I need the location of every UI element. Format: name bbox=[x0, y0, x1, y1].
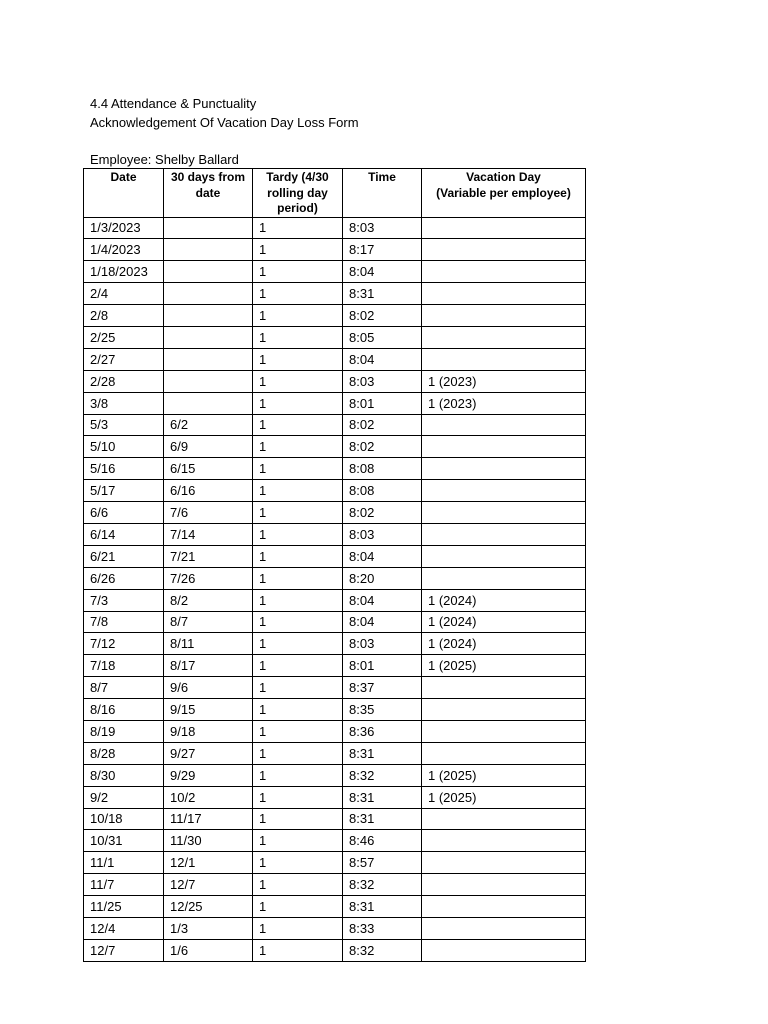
table-row bbox=[84, 655, 586, 677]
tardy-log-table bbox=[83, 168, 586, 962]
cell-tardy: 1 bbox=[253, 852, 343, 874]
cell-tardy: 1 bbox=[253, 720, 343, 742]
table-row bbox=[84, 699, 586, 721]
table-row bbox=[84, 414, 586, 436]
cell-tardy: 1 bbox=[253, 414, 343, 436]
table-row bbox=[84, 458, 586, 480]
table-row bbox=[84, 545, 586, 567]
header-thirty-days: 30 days from date bbox=[164, 169, 253, 218]
cell-date: 2/27 bbox=[84, 348, 164, 370]
cell-thirty-days bbox=[164, 261, 253, 283]
header-time: Time bbox=[343, 169, 422, 218]
cell-vacation-day bbox=[422, 502, 586, 524]
cell-date: 3/8 bbox=[84, 392, 164, 414]
cell-date: 8/7 bbox=[84, 677, 164, 699]
cell-date: 12/7 bbox=[84, 939, 164, 961]
cell-tardy: 1 bbox=[253, 589, 343, 611]
table-row bbox=[84, 480, 586, 502]
cell-date: 10/18 bbox=[84, 808, 164, 830]
cell-thirty-days bbox=[164, 348, 253, 370]
table-row bbox=[84, 677, 586, 699]
cell-tardy: 1 bbox=[253, 458, 343, 480]
cell-date: 1/4/2023 bbox=[84, 239, 164, 261]
cell-date: 7/3 bbox=[84, 589, 164, 611]
cell-time: 8:03 bbox=[343, 523, 422, 545]
cell-vacation-day bbox=[422, 808, 586, 830]
cell-vacation-day bbox=[422, 742, 586, 764]
cell-vacation-day bbox=[422, 217, 586, 239]
cell-date: 8/19 bbox=[84, 720, 164, 742]
cell-tardy: 1 bbox=[253, 239, 343, 261]
cell-tardy: 1 bbox=[253, 326, 343, 348]
cell-thirty-days: 6/2 bbox=[164, 414, 253, 436]
cell-thirty-days: 7/6 bbox=[164, 502, 253, 524]
cell-thirty-days: 7/21 bbox=[164, 545, 253, 567]
cell-date: 5/3 bbox=[84, 414, 164, 436]
cell-date: 7/12 bbox=[84, 633, 164, 655]
heading-block bbox=[90, 94, 359, 132]
header-vacation-day bbox=[422, 169, 586, 218]
cell-vacation-day bbox=[422, 523, 586, 545]
cell-thirty-days: 9/29 bbox=[164, 764, 253, 786]
cell-date: 1/3/2023 bbox=[84, 217, 164, 239]
cell-vacation-day bbox=[422, 436, 586, 458]
table-row bbox=[84, 436, 586, 458]
cell-time: 8:31 bbox=[343, 808, 422, 830]
table-row bbox=[84, 217, 586, 239]
cell-thirty-days: 7/26 bbox=[164, 567, 253, 589]
cell-thirty-days bbox=[164, 392, 253, 414]
cell-time: 8:03 bbox=[343, 370, 422, 392]
cell-thirty-days: 6/15 bbox=[164, 458, 253, 480]
cell-thirty-days bbox=[164, 283, 253, 305]
cell-tardy: 1 bbox=[253, 348, 343, 370]
cell-vacation-day: 1 (2024) bbox=[422, 633, 586, 655]
cell-time: 8:08 bbox=[343, 480, 422, 502]
cell-thirty-days: 1/6 bbox=[164, 939, 253, 961]
cell-date: 11/1 bbox=[84, 852, 164, 874]
cell-thirty-days: 12/25 bbox=[164, 896, 253, 918]
cell-vacation-day: 1 (2025) bbox=[422, 655, 586, 677]
cell-thirty-days: 11/30 bbox=[164, 830, 253, 852]
table-header-row bbox=[84, 169, 586, 218]
table-row bbox=[84, 261, 586, 283]
cell-vacation-day bbox=[422, 480, 586, 502]
table-row bbox=[84, 720, 586, 742]
table-row bbox=[84, 742, 586, 764]
cell-date: 2/4 bbox=[84, 283, 164, 305]
cell-tardy: 1 bbox=[253, 370, 343, 392]
table-row bbox=[84, 239, 586, 261]
cell-time: 8:31 bbox=[343, 283, 422, 305]
cell-tardy: 1 bbox=[253, 436, 343, 458]
cell-tardy: 1 bbox=[253, 611, 343, 633]
cell-date: 7/18 bbox=[84, 655, 164, 677]
cell-time: 8:03 bbox=[343, 633, 422, 655]
table-row bbox=[84, 611, 586, 633]
cell-tardy: 1 bbox=[253, 502, 343, 524]
header-vacation-day-title: Vacation Day bbox=[466, 170, 541, 184]
table-row bbox=[84, 326, 586, 348]
cell-time: 8:04 bbox=[343, 261, 422, 283]
header-vacation-day-note: (Variable per employee) bbox=[436, 185, 571, 200]
table-row bbox=[84, 808, 586, 830]
table-row bbox=[84, 633, 586, 655]
cell-tardy: 1 bbox=[253, 283, 343, 305]
cell-date: 8/16 bbox=[84, 699, 164, 721]
table-row bbox=[84, 502, 586, 524]
cell-vacation-day bbox=[422, 348, 586, 370]
table-row bbox=[84, 392, 586, 414]
cell-time: 8:08 bbox=[343, 458, 422, 480]
table-row bbox=[84, 786, 586, 808]
cell-thirty-days bbox=[164, 370, 253, 392]
cell-time: 8:17 bbox=[343, 239, 422, 261]
cell-thirty-days: 8/7 bbox=[164, 611, 253, 633]
table-row bbox=[84, 830, 586, 852]
form-title: Acknowledgement Of Vacation Day Loss Form bbox=[90, 115, 359, 130]
cell-vacation-day bbox=[422, 261, 586, 283]
cell-vacation-day bbox=[422, 939, 586, 961]
cell-vacation-day bbox=[422, 699, 586, 721]
cell-thirty-days: 1/3 bbox=[164, 918, 253, 940]
cell-tardy: 1 bbox=[253, 567, 343, 589]
cell-thirty-days: 6/16 bbox=[164, 480, 253, 502]
cell-time: 8:05 bbox=[343, 326, 422, 348]
cell-tardy: 1 bbox=[253, 261, 343, 283]
cell-vacation-day: 1 (2024) bbox=[422, 589, 586, 611]
cell-vacation-day bbox=[422, 830, 586, 852]
cell-time: 8:01 bbox=[343, 392, 422, 414]
cell-vacation-day bbox=[422, 896, 586, 918]
cell-vacation-day bbox=[422, 677, 586, 699]
cell-vacation-day bbox=[422, 852, 586, 874]
cell-time: 8:32 bbox=[343, 764, 422, 786]
cell-date: 2/28 bbox=[84, 370, 164, 392]
header-tardy: Tardy (4/30 rolling day period) bbox=[253, 169, 343, 218]
cell-date: 8/30 bbox=[84, 764, 164, 786]
cell-tardy: 1 bbox=[253, 480, 343, 502]
cell-thirty-days: 9/15 bbox=[164, 699, 253, 721]
cell-tardy: 1 bbox=[253, 742, 343, 764]
table-row bbox=[84, 370, 586, 392]
table-row bbox=[84, 283, 586, 305]
cell-thirty-days bbox=[164, 326, 253, 348]
cell-tardy: 1 bbox=[253, 305, 343, 327]
cell-vacation-day: 1 (2025) bbox=[422, 764, 586, 786]
cell-date: 6/14 bbox=[84, 523, 164, 545]
cell-date: 5/16 bbox=[84, 458, 164, 480]
table-body bbox=[84, 217, 586, 961]
cell-tardy: 1 bbox=[253, 874, 343, 896]
cell-time: 8:03 bbox=[343, 217, 422, 239]
cell-vacation-day bbox=[422, 239, 586, 261]
cell-date: 6/6 bbox=[84, 502, 164, 524]
employee-label: Employee: Shelby Ballard bbox=[90, 152, 239, 167]
section-title: 4.4 Attendance & Punctuality bbox=[90, 96, 257, 111]
cell-time: 8:04 bbox=[343, 611, 422, 633]
cell-date: 11/7 bbox=[84, 874, 164, 896]
cell-vacation-day bbox=[422, 283, 586, 305]
table-row bbox=[84, 305, 586, 327]
cell-thirty-days: 8/17 bbox=[164, 655, 253, 677]
cell-vacation-day bbox=[422, 458, 586, 480]
cell-vacation-day bbox=[422, 874, 586, 896]
cell-tardy: 1 bbox=[253, 939, 343, 961]
table-row bbox=[84, 874, 586, 896]
cell-time: 8:31 bbox=[343, 742, 422, 764]
cell-tardy: 1 bbox=[253, 217, 343, 239]
cell-tardy: 1 bbox=[253, 633, 343, 655]
cell-tardy: 1 bbox=[253, 808, 343, 830]
cell-date: 5/10 bbox=[84, 436, 164, 458]
cell-vacation-day bbox=[422, 326, 586, 348]
cell-date: 5/17 bbox=[84, 480, 164, 502]
cell-date: 6/21 bbox=[84, 545, 164, 567]
cell-vacation-day bbox=[422, 414, 586, 436]
cell-time: 8:04 bbox=[343, 545, 422, 567]
cell-date: 7/8 bbox=[84, 611, 164, 633]
cell-time: 8:36 bbox=[343, 720, 422, 742]
cell-time: 8:01 bbox=[343, 655, 422, 677]
cell-time: 8:33 bbox=[343, 918, 422, 940]
cell-time: 8:35 bbox=[343, 699, 422, 721]
cell-thirty-days: 11/17 bbox=[164, 808, 253, 830]
cell-vacation-day bbox=[422, 545, 586, 567]
cell-date: 9/2 bbox=[84, 786, 164, 808]
cell-thirty-days bbox=[164, 217, 253, 239]
cell-time: 8:02 bbox=[343, 414, 422, 436]
cell-thirty-days bbox=[164, 305, 253, 327]
cell-thirty-days: 9/6 bbox=[164, 677, 253, 699]
cell-time: 8:04 bbox=[343, 348, 422, 370]
cell-thirty-days: 9/27 bbox=[164, 742, 253, 764]
table-row bbox=[84, 764, 586, 786]
cell-vacation-day: 1 (2025) bbox=[422, 786, 586, 808]
cell-time: 8:02 bbox=[343, 305, 422, 327]
cell-tardy: 1 bbox=[253, 699, 343, 721]
cell-tardy: 1 bbox=[253, 918, 343, 940]
cell-date: 12/4 bbox=[84, 918, 164, 940]
header-date: Date bbox=[84, 169, 164, 218]
cell-time: 8:31 bbox=[343, 896, 422, 918]
table-row bbox=[84, 589, 586, 611]
cell-vacation-day: 1 (2024) bbox=[422, 611, 586, 633]
cell-thirty-days bbox=[164, 239, 253, 261]
table-row bbox=[84, 852, 586, 874]
table-row bbox=[84, 896, 586, 918]
table-row bbox=[84, 567, 586, 589]
cell-tardy: 1 bbox=[253, 523, 343, 545]
cell-thirty-days: 12/7 bbox=[164, 874, 253, 896]
cell-date: 8/28 bbox=[84, 742, 164, 764]
cell-time: 8:57 bbox=[343, 852, 422, 874]
cell-time: 8:02 bbox=[343, 436, 422, 458]
cell-time: 8:31 bbox=[343, 786, 422, 808]
cell-vacation-day: 1 (2023) bbox=[422, 392, 586, 414]
cell-thirty-days: 7/14 bbox=[164, 523, 253, 545]
cell-thirty-days: 6/9 bbox=[164, 436, 253, 458]
cell-tardy: 1 bbox=[253, 392, 343, 414]
cell-tardy: 1 bbox=[253, 896, 343, 918]
table-row bbox=[84, 939, 586, 961]
cell-vacation-day: 1 (2023) bbox=[422, 370, 586, 392]
cell-thirty-days: 9/18 bbox=[164, 720, 253, 742]
cell-thirty-days: 10/2 bbox=[164, 786, 253, 808]
cell-time: 8:32 bbox=[343, 874, 422, 896]
cell-time: 8:32 bbox=[343, 939, 422, 961]
cell-time: 8:04 bbox=[343, 589, 422, 611]
cell-tardy: 1 bbox=[253, 764, 343, 786]
cell-date: 2/8 bbox=[84, 305, 164, 327]
cell-vacation-day bbox=[422, 720, 586, 742]
cell-time: 8:20 bbox=[343, 567, 422, 589]
cell-tardy: 1 bbox=[253, 830, 343, 852]
cell-vacation-day bbox=[422, 567, 586, 589]
table-row bbox=[84, 523, 586, 545]
cell-date: 11/25 bbox=[84, 896, 164, 918]
cell-time: 8:37 bbox=[343, 677, 422, 699]
table-row bbox=[84, 918, 586, 940]
table-row bbox=[84, 348, 586, 370]
cell-thirty-days: 8/11 bbox=[164, 633, 253, 655]
cell-thirty-days: 12/1 bbox=[164, 852, 253, 874]
cell-time: 8:46 bbox=[343, 830, 422, 852]
cell-tardy: 1 bbox=[253, 786, 343, 808]
cell-time: 8:02 bbox=[343, 502, 422, 524]
cell-date: 2/25 bbox=[84, 326, 164, 348]
cell-thirty-days: 8/2 bbox=[164, 589, 253, 611]
cell-date: 1/18/2023 bbox=[84, 261, 164, 283]
cell-vacation-day bbox=[422, 918, 586, 940]
cell-tardy: 1 bbox=[253, 655, 343, 677]
cell-vacation-day bbox=[422, 305, 586, 327]
cell-date: 10/31 bbox=[84, 830, 164, 852]
cell-tardy: 1 bbox=[253, 545, 343, 567]
cell-tardy: 1 bbox=[253, 677, 343, 699]
cell-date: 6/26 bbox=[84, 567, 164, 589]
